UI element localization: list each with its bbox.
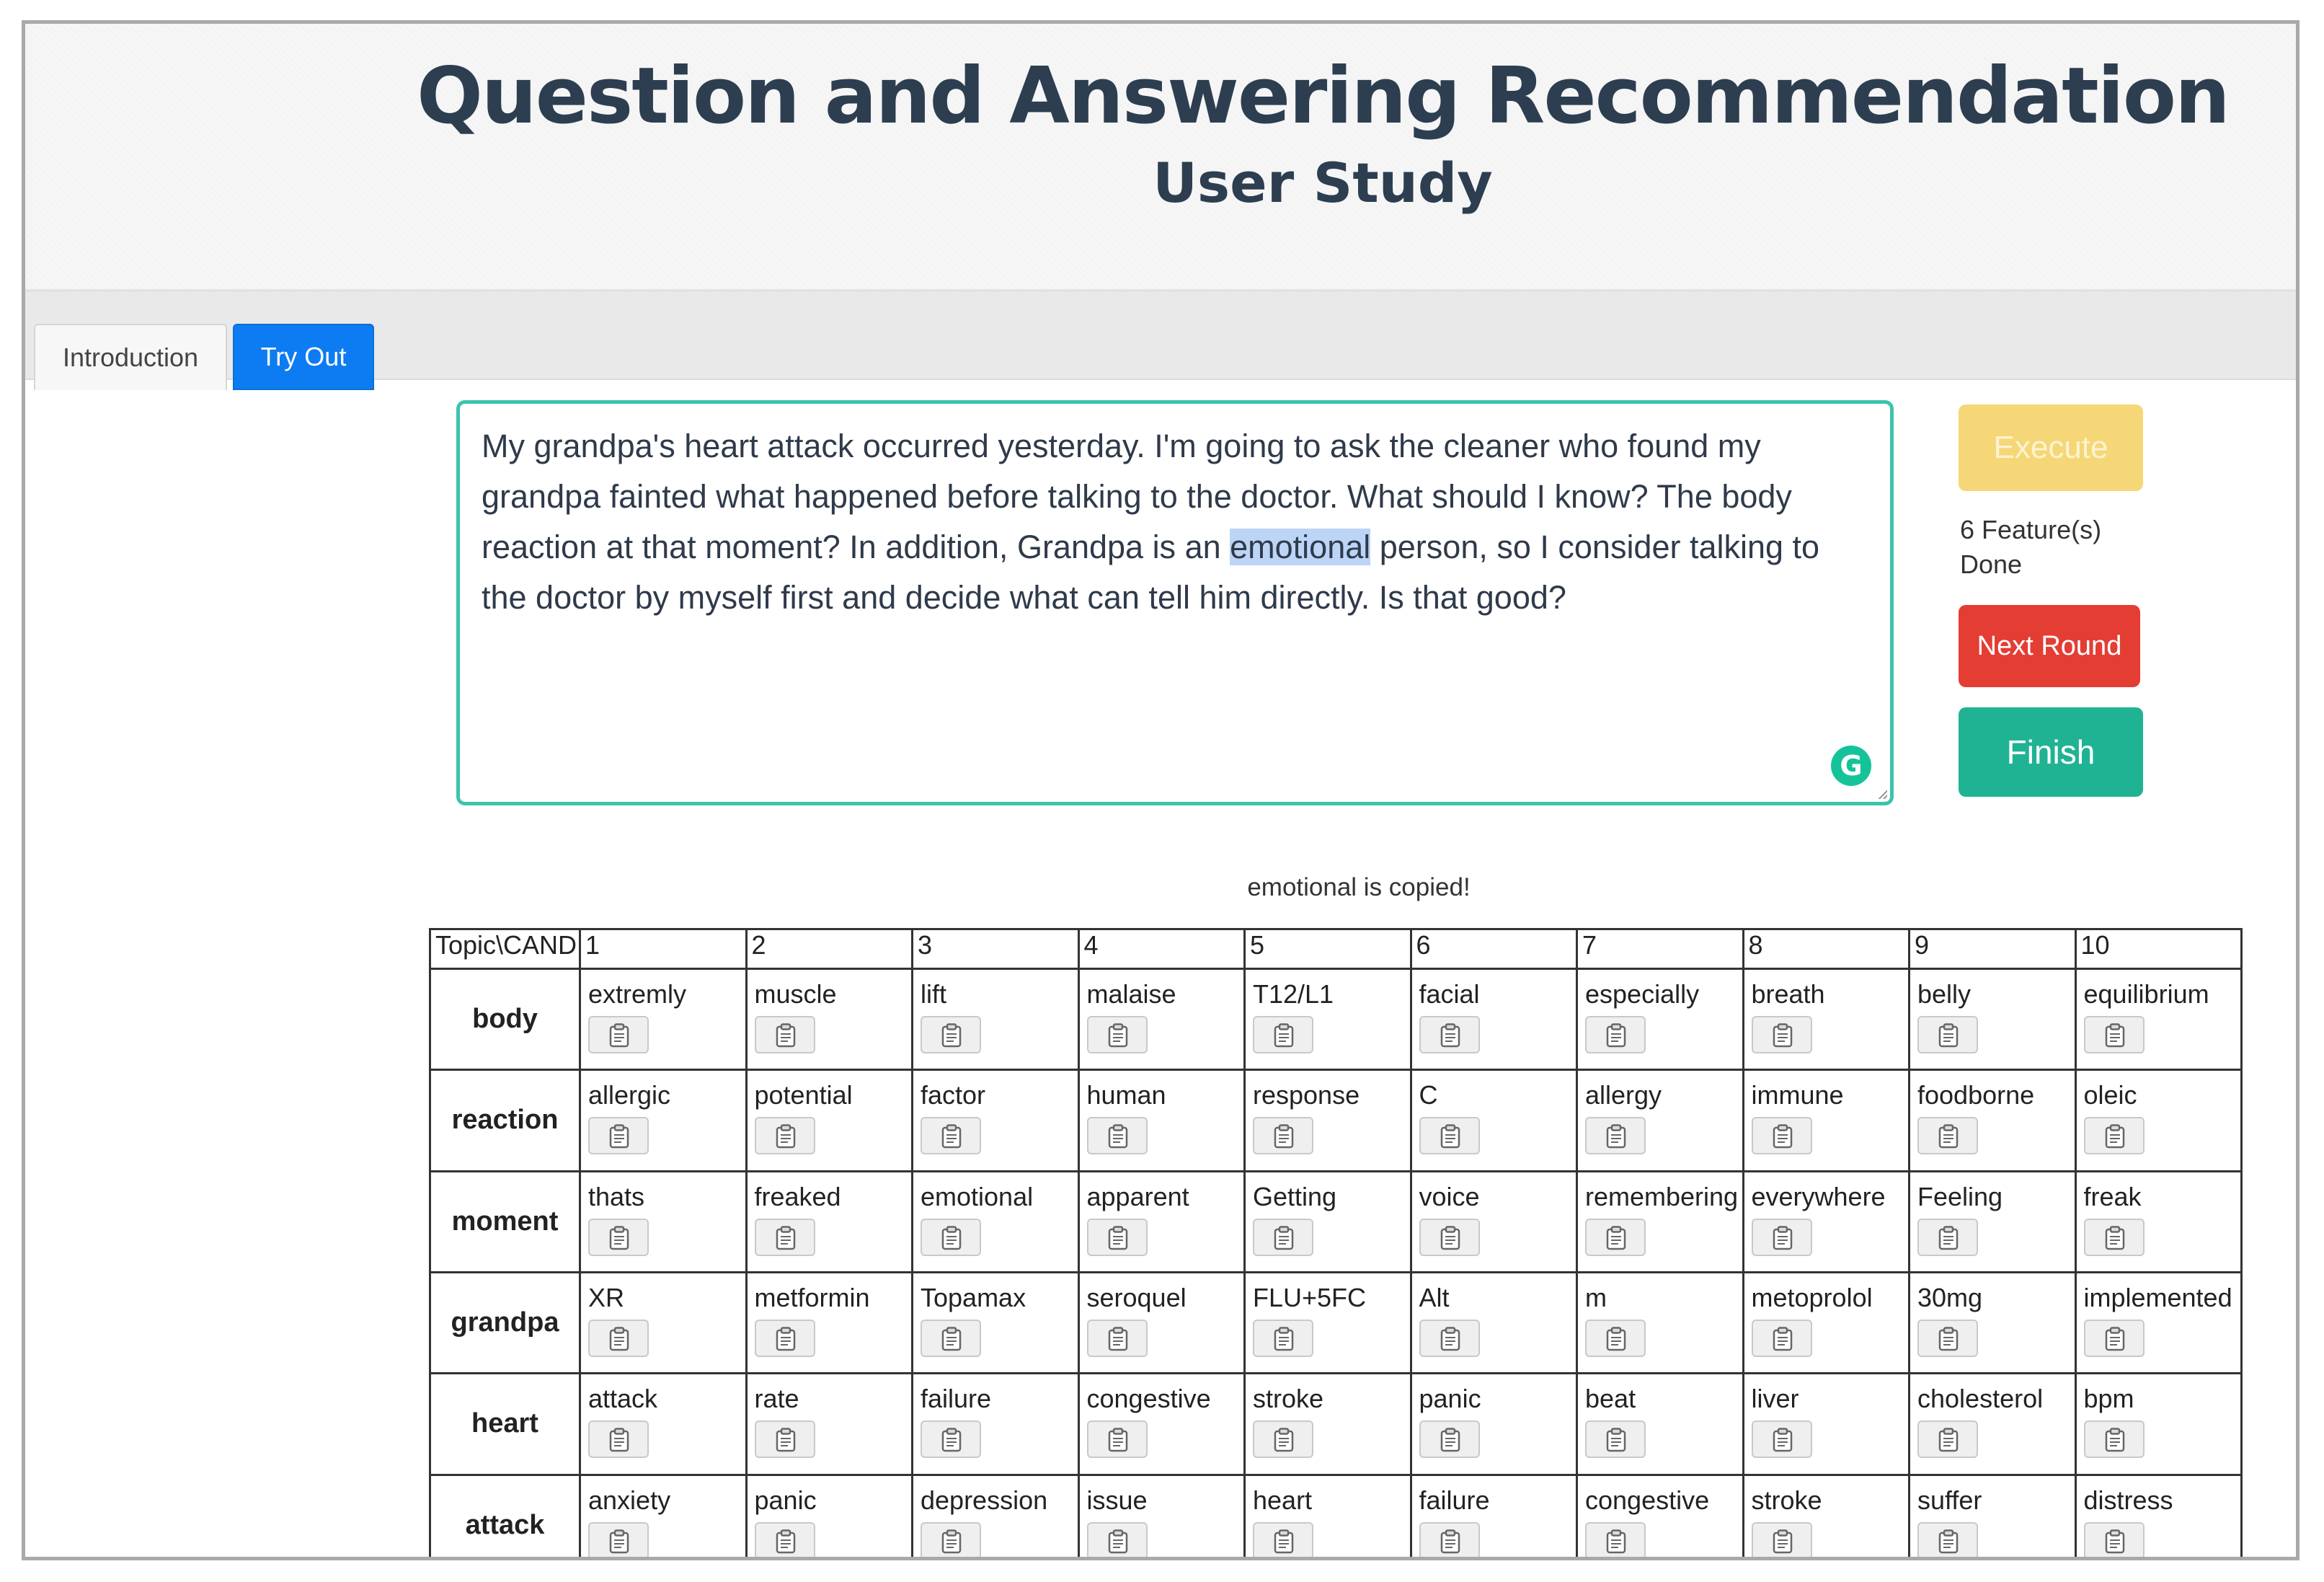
column-header: 4	[1078, 929, 1245, 969]
copy-button[interactable]	[588, 1016, 649, 1053]
candidate-word: panic	[754, 1485, 817, 1515]
candidate-word: freaked	[754, 1181, 841, 1211]
candidate-word: extremly	[588, 979, 687, 1009]
candidate-word: distress	[2083, 1485, 2173, 1515]
table-row	[430, 1374, 2242, 1475]
candidate-cell	[913, 1272, 1079, 1373]
candidate-cell	[580, 1475, 747, 1560]
copy-button[interactable]	[1585, 1117, 1646, 1154]
copy-button[interactable]	[1253, 1420, 1313, 1458]
copy-button[interactable]	[1253, 1522, 1313, 1560]
copy-button[interactable]	[921, 1522, 981, 1560]
resize-handle-icon[interactable]	[1877, 789, 1887, 799]
column-header: 3	[913, 929, 1079, 969]
candidate-word: suffer	[1917, 1485, 1982, 1515]
candidate-word: Feeling	[1917, 1181, 2003, 1211]
candidate-word: XR	[588, 1282, 625, 1312]
topic-label: attack	[430, 1475, 580, 1560]
copy-button[interactable]	[588, 1522, 649, 1560]
candidate-word: immune	[1751, 1080, 1844, 1110]
candidate-cell	[1078, 1070, 1245, 1171]
table-row	[430, 1070, 2242, 1171]
copy-button[interactable]	[921, 1420, 981, 1458]
feature-status	[1960, 513, 2101, 582]
page-subtitle: User Study	[1153, 151, 1493, 215]
candidate-word: rate	[754, 1384, 799, 1414]
candidate-cell	[580, 1374, 747, 1475]
table-header-row	[430, 929, 2242, 969]
candidate-cell	[1078, 969, 1245, 1070]
candidate-cell	[580, 1272, 747, 1373]
copy-button[interactable]	[1917, 1117, 1978, 1154]
copy-button[interactable]	[755, 1420, 815, 1458]
candidate-word: congestive	[1086, 1384, 1211, 1414]
corner-header: Topic\CAND	[430, 929, 580, 969]
copy-button[interactable]	[1752, 1420, 1812, 1458]
copy-button[interactable]	[1253, 1320, 1313, 1357]
candidate-word: allergic	[588, 1080, 671, 1110]
candidate-word: Getting	[1253, 1181, 1337, 1211]
candidate-cell	[1577, 969, 1744, 1070]
candidate-word: metformin	[754, 1282, 870, 1312]
copy-button[interactable]	[1917, 1219, 1978, 1256]
candidate-cell	[1577, 1070, 1744, 1171]
copy-button[interactable]	[2084, 1522, 2145, 1560]
copy-button[interactable]	[755, 1117, 815, 1154]
copy-button[interactable]	[1752, 1219, 1812, 1256]
candidate-cell	[1743, 969, 1910, 1070]
table-row	[430, 1475, 2242, 1560]
grammarly-icon[interactable]: G	[1831, 746, 1871, 786]
candidate-word: allergy	[1585, 1080, 1662, 1110]
copy-button[interactable]	[1419, 1320, 1480, 1357]
candidate-word: Alt	[1419, 1282, 1450, 1312]
candidate-word: bpm	[2083, 1384, 2134, 1414]
candidate-word: failure	[921, 1384, 992, 1414]
column-header: 6	[1411, 929, 1577, 969]
candidate-word: Topamax	[921, 1282, 1026, 1312]
copy-button[interactable]	[755, 1016, 815, 1053]
candidate-word: 30mg	[1917, 1282, 1983, 1312]
candidate-word: belly	[1917, 979, 1972, 1009]
candidate-cell	[1411, 1475, 1577, 1560]
copied-message: emotional is copied!	[1247, 873, 1471, 901]
candidate-cell	[2075, 1374, 2242, 1475]
copy-button[interactable]	[755, 1219, 815, 1256]
candidate-word: foodborne	[1917, 1080, 2035, 1110]
candidate-cell	[1245, 1374, 1411, 1475]
candidate-word: oleic	[2083, 1080, 2137, 1110]
question-textarea[interactable]	[456, 400, 1894, 805]
copy-button[interactable]	[921, 1320, 981, 1357]
copy-button[interactable]	[921, 1117, 981, 1154]
candidate-cell	[1577, 1171, 1744, 1272]
copy-button[interactable]	[1419, 1219, 1480, 1256]
topic-label: heart	[430, 1374, 580, 1475]
copy-button[interactable]	[1087, 1320, 1148, 1357]
candidate-cell	[1577, 1475, 1744, 1560]
copy-button[interactable]	[1585, 1522, 1646, 1560]
candidate-word: cholesterol	[1917, 1384, 2044, 1414]
candidate-cell	[746, 1475, 913, 1560]
candidate-word: stroke	[1253, 1384, 1324, 1414]
candidate-cell	[1078, 1475, 1245, 1560]
question-text-selection: emotional	[1230, 529, 1371, 565]
candidate-cell	[1245, 1272, 1411, 1373]
candidate-cell	[1245, 969, 1411, 1070]
column-header: 10	[2075, 929, 2242, 969]
candidate-word: issue	[1086, 1485, 1148, 1515]
next-round-button[interactable]: Next Round	[1959, 605, 2140, 687]
candidate-word: emotional	[921, 1181, 1034, 1211]
candidate-cell	[1411, 1272, 1577, 1373]
candidate-word: malaise	[1086, 979, 1176, 1009]
candidate-cell	[913, 969, 1079, 1070]
table-row	[430, 1272, 2242, 1373]
candidate-cell	[1245, 1070, 1411, 1171]
question-text-before: My grandpa's heart attack occurred yesterday. I'm going to ask the cleaner who found my grandpa fainted what happened before talking to the doctor. What should I know? The body reaction at that moment? In addition, Grandpa is an	[482, 428, 1792, 565]
candidate-cell	[580, 1171, 747, 1272]
copy-button[interactable]	[1752, 1320, 1812, 1357]
candidate-word: thats	[588, 1181, 645, 1211]
candidate-cell	[913, 1171, 1079, 1272]
tab-try-out[interactable]: Try Out	[233, 324, 374, 390]
copy-button[interactable]	[1752, 1117, 1812, 1154]
copy-button[interactable]	[588, 1117, 649, 1154]
copy-button[interactable]	[755, 1522, 815, 1560]
copy-button[interactable]	[1585, 1320, 1646, 1357]
candidate-cell	[580, 1070, 747, 1171]
copy-button[interactable]	[1087, 1016, 1148, 1053]
candidate-cell	[1743, 1171, 1910, 1272]
candidate-cell	[1245, 1171, 1411, 1272]
copy-button[interactable]	[2084, 1420, 2145, 1458]
candidate-cell	[1078, 1374, 1245, 1475]
tab-introduction[interactable]: Introduction	[34, 324, 227, 390]
candidate-cell	[1743, 1070, 1910, 1171]
candidate-word: heart	[1253, 1485, 1313, 1515]
candidate-word: equilibrium	[2083, 979, 2209, 1009]
candidate-word: response	[1253, 1080, 1360, 1110]
candidate-table	[429, 928, 2243, 1560]
candidate-cell	[1910, 1272, 2076, 1373]
candidate-word: liver	[1751, 1384, 1799, 1414]
candidate-cell	[746, 1171, 913, 1272]
candidate-cell	[1411, 1374, 1577, 1475]
candidate-word: remembering	[1585, 1181, 1739, 1211]
copy-button[interactable]	[755, 1320, 815, 1357]
copy-button[interactable]	[1585, 1219, 1646, 1256]
copy-button[interactable]	[1253, 1219, 1313, 1256]
candidate-cell	[1743, 1374, 1910, 1475]
feature-count: 6 Feature(s)	[1960, 515, 2102, 544]
candidate-word: T12/L1	[1253, 979, 1334, 1009]
candidate-word: potential	[754, 1080, 853, 1110]
copy-button[interactable]	[1419, 1016, 1480, 1053]
copy-button[interactable]	[1585, 1420, 1646, 1458]
candidate-cell	[1577, 1272, 1744, 1373]
candidate-word: stroke	[1751, 1485, 1822, 1515]
candidate-word: depression	[921, 1485, 1048, 1515]
candidate-word: apparent	[1086, 1181, 1189, 1211]
finish-button[interactable]: Finish	[1959, 707, 2143, 797]
candidate-cell	[913, 1374, 1079, 1475]
copy-button[interactable]	[2084, 1117, 2145, 1154]
candidate-word: freak	[2083, 1181, 2142, 1211]
copy-button[interactable]	[1253, 1117, 1313, 1154]
status-done: Done	[1960, 549, 2023, 579]
candidate-word: muscle	[754, 979, 837, 1009]
table-row	[430, 969, 2242, 1070]
copy-button[interactable]	[1253, 1016, 1313, 1053]
column-header: 5	[1245, 929, 1411, 969]
candidate-cell	[1577, 1374, 1744, 1475]
copy-button[interactable]	[921, 1219, 981, 1256]
candidate-cell	[1910, 1171, 2076, 1272]
candidate-word: factor	[921, 1080, 986, 1110]
candidate-word: beat	[1585, 1384, 1636, 1414]
copy-button[interactable]	[2084, 1219, 2145, 1256]
candidate-cell	[2075, 1475, 2242, 1560]
copy-button[interactable]	[1917, 1320, 1978, 1357]
candidate-cell	[1411, 969, 1577, 1070]
copy-button[interactable]	[1087, 1420, 1148, 1458]
candidate-word: attack	[588, 1384, 658, 1414]
copy-button[interactable]	[1917, 1420, 1978, 1458]
candidate-word: metoprolol	[1751, 1282, 1873, 1312]
copy-button[interactable]	[588, 1320, 649, 1357]
copy-button[interactable]	[588, 1219, 649, 1256]
copy-button[interactable]	[588, 1420, 649, 1458]
table-body	[430, 969, 2242, 1561]
candidate-cell	[1411, 1070, 1577, 1171]
copy-button[interactable]	[1752, 1016, 1812, 1053]
copy-button[interactable]	[1087, 1522, 1148, 1560]
question-text-after: person, so I consider talking to the doctor by myself first and decide what can tell him directly. Is that good?	[482, 529, 1820, 616]
copy-button[interactable]	[1419, 1522, 1480, 1560]
candidate-cell	[1078, 1171, 1245, 1272]
candidate-word: voice	[1419, 1181, 1480, 1211]
copy-button[interactable]	[1087, 1219, 1148, 1256]
copy-button[interactable]	[1917, 1016, 1978, 1053]
candidate-word: implemented	[2083, 1282, 2232, 1312]
candidate-cell	[2075, 969, 2242, 1070]
copy-button[interactable]	[2084, 1016, 2145, 1053]
column-header: 9	[1910, 929, 2076, 969]
candidate-word: seroquel	[1086, 1282, 1187, 1312]
candidate-cell	[1910, 1475, 2076, 1560]
topic-label: reaction	[430, 1070, 580, 1171]
column-header: 1	[580, 929, 747, 969]
tab-bar	[25, 292, 2296, 380]
page-title: Question and Answering Recommendation	[417, 51, 2229, 141]
topic-label: body	[430, 969, 580, 1070]
candidate-cell	[1910, 969, 2076, 1070]
candidate-cell	[746, 969, 913, 1070]
candidate-word: everywhere	[1751, 1181, 1886, 1211]
candidate-cell	[2075, 1070, 2242, 1171]
candidate-cell	[2075, 1272, 2242, 1373]
copy-button[interactable]	[1419, 1420, 1480, 1458]
candidate-cell	[2075, 1171, 2242, 1272]
candidate-word: human	[1086, 1080, 1166, 1110]
candidate-word: m	[1585, 1282, 1607, 1312]
candidate-cell	[1910, 1374, 2076, 1475]
candidate-word: facial	[1419, 979, 1480, 1009]
candidate-cell	[1078, 1272, 1245, 1373]
copy-button[interactable]	[1752, 1522, 1812, 1560]
candidate-word: anxiety	[588, 1485, 671, 1515]
copy-button[interactable]	[1917, 1522, 1978, 1560]
topic-label: moment	[430, 1171, 580, 1272]
copy-button[interactable]	[2084, 1320, 2145, 1357]
topic-label: grandpa	[430, 1272, 580, 1373]
candidate-word: failure	[1419, 1485, 1490, 1515]
app-window	[22, 20, 2299, 1560]
candidate-cell	[746, 1272, 913, 1373]
candidate-word: panic	[1419, 1384, 1481, 1414]
candidate-word: congestive	[1585, 1485, 1710, 1515]
candidate-cell	[1245, 1475, 1411, 1560]
candidate-cell	[1411, 1171, 1577, 1272]
candidate-word: C	[1419, 1080, 1438, 1110]
candidate-cell	[913, 1070, 1079, 1171]
candidate-cell	[746, 1070, 913, 1171]
copy-button[interactable]	[1419, 1117, 1480, 1154]
candidate-cell	[580, 969, 747, 1070]
copy-button[interactable]	[1585, 1016, 1646, 1053]
column-header: 7	[1577, 929, 1744, 969]
candidate-cell	[1743, 1475, 1910, 1560]
execute-button[interactable]: Execute	[1959, 405, 2143, 491]
copy-button[interactable]	[921, 1016, 981, 1053]
copy-button[interactable]	[1087, 1117, 1148, 1154]
column-header: 2	[746, 929, 913, 969]
table-row	[430, 1171, 2242, 1272]
candidate-cell	[746, 1374, 913, 1475]
candidate-word: especially	[1585, 979, 1700, 1009]
candidate-cell	[1743, 1272, 1910, 1373]
candidate-word: FLU+5FC	[1253, 1282, 1367, 1312]
column-header: 8	[1743, 929, 1910, 969]
candidate-word: breath	[1751, 979, 1825, 1009]
candidate-cell	[1910, 1070, 2076, 1171]
candidate-cell	[913, 1475, 1079, 1560]
page-header	[25, 24, 2296, 292]
candidate-word: lift	[921, 979, 946, 1009]
